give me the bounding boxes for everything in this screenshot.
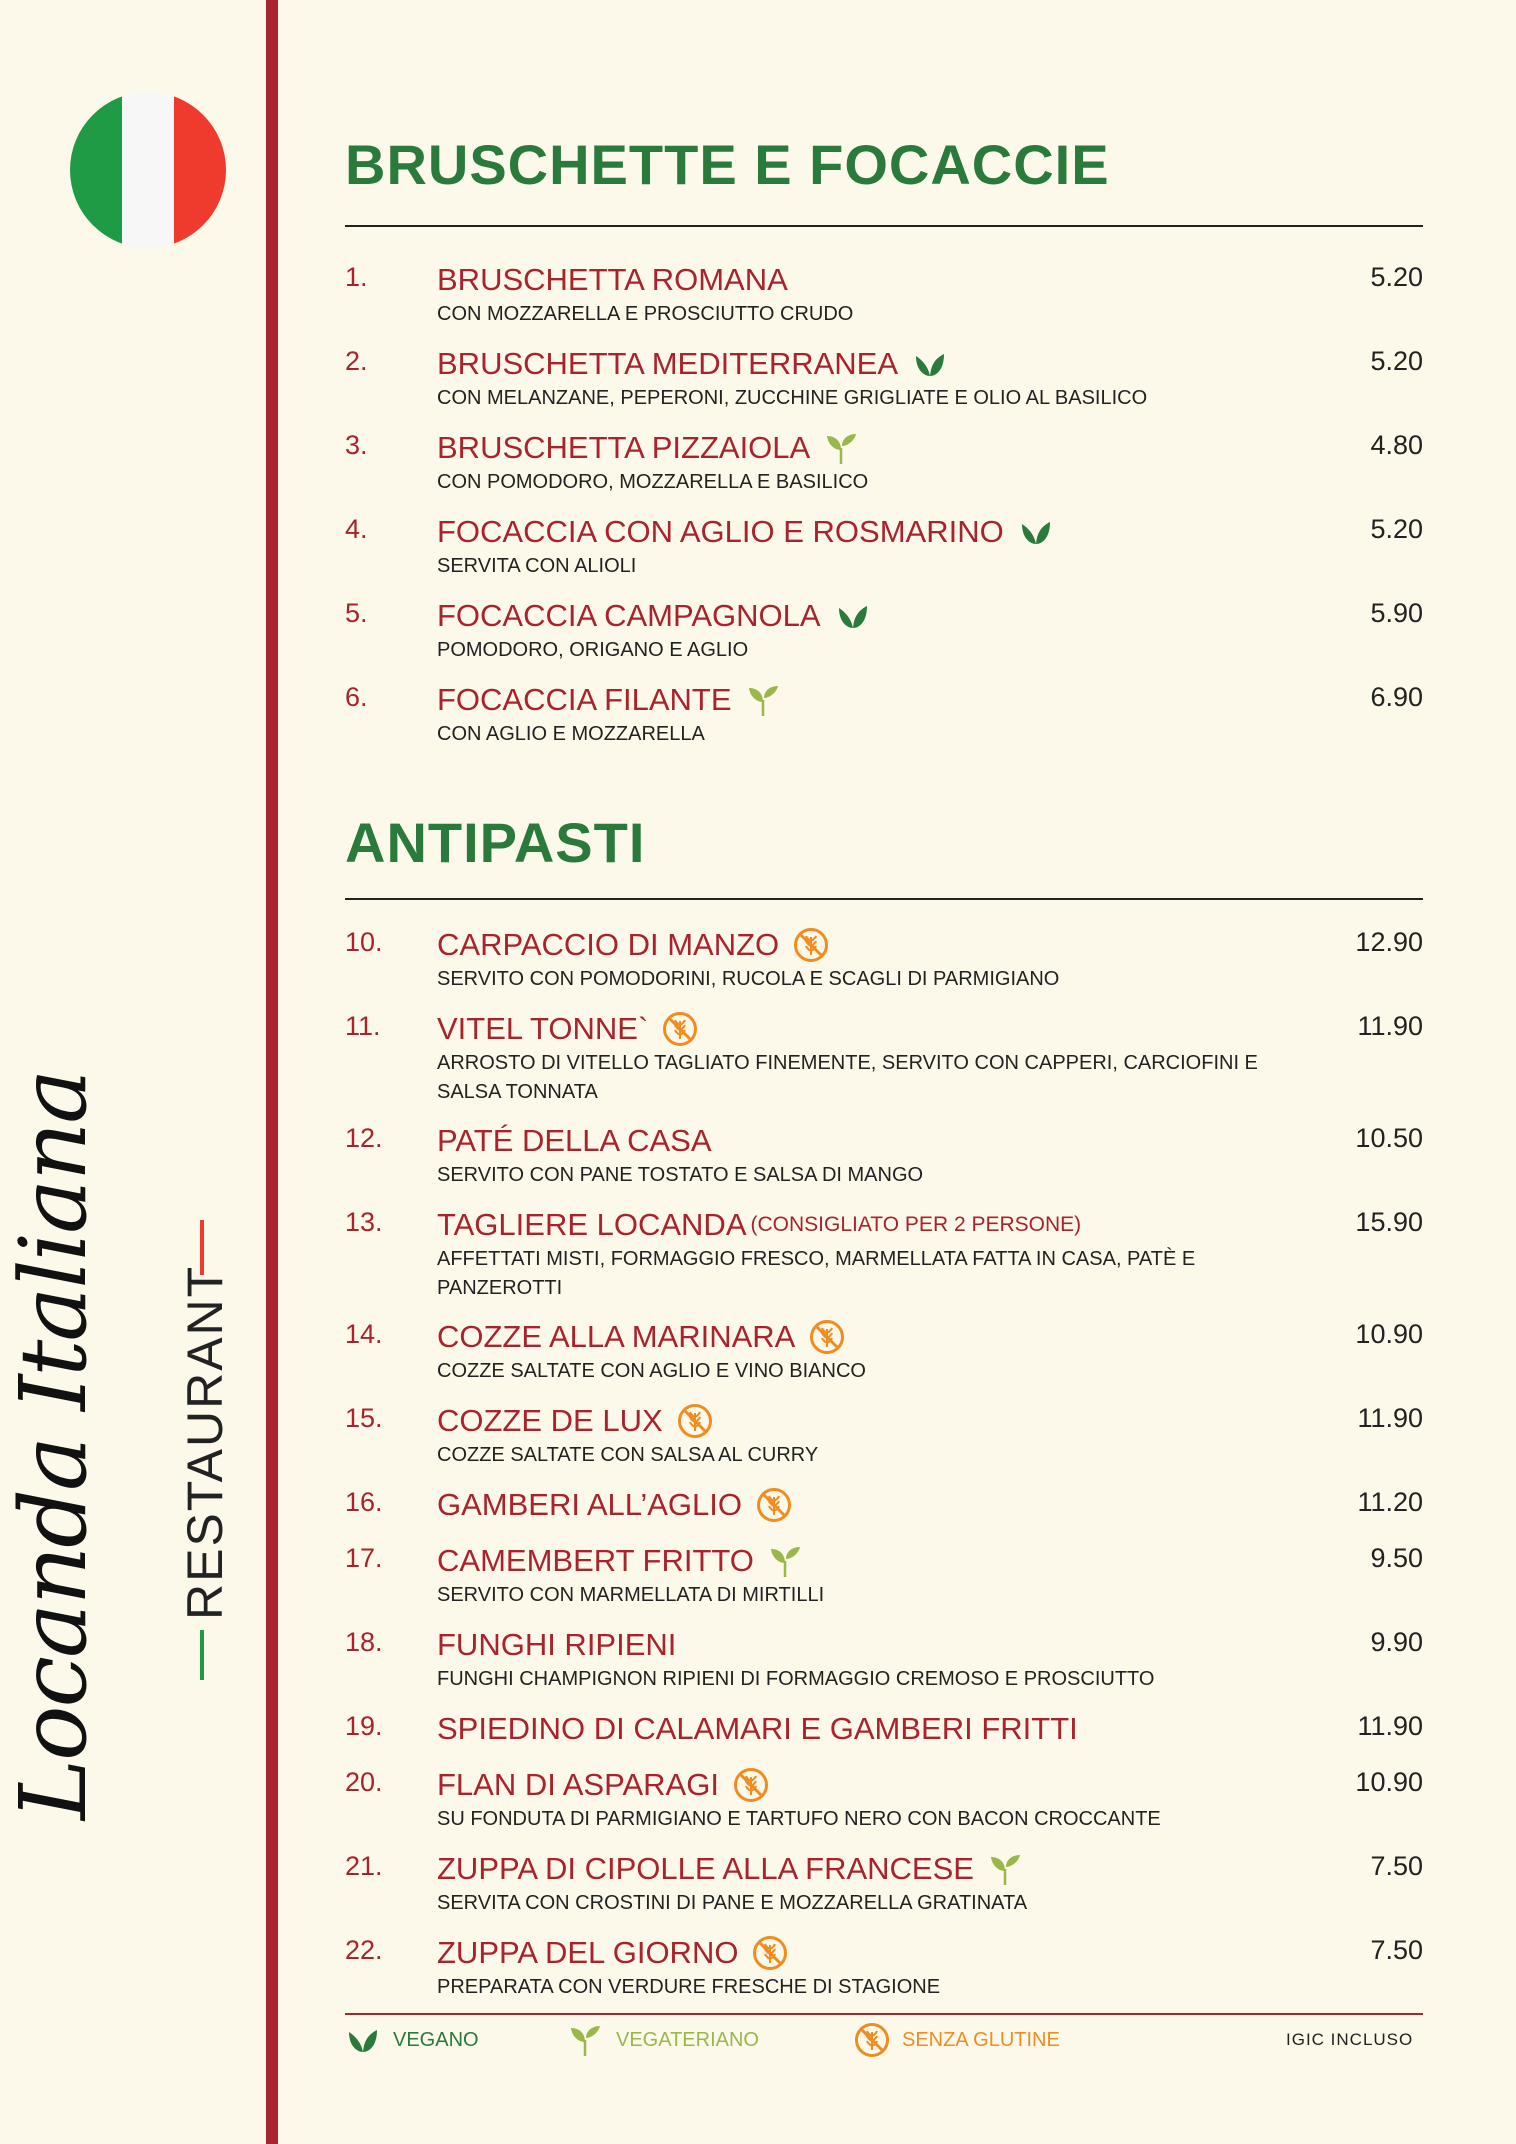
item-name-row	[437, 1711, 1078, 1747]
vegetarian-icon	[746, 682, 782, 718]
item-description: CON MOZZARELLA E PROSCIUTTO CRUDO	[437, 303, 854, 325]
item-number: 13.	[345, 1207, 383, 1237]
gluten-free-icon	[793, 927, 829, 963]
sidebar	[0, 0, 266, 2144]
item-name-row	[437, 1767, 769, 1803]
item-name: FUNGHI RIPIENI	[437, 1627, 677, 1662]
item-number: 17.	[345, 1543, 383, 1573]
item-name: BRUSCHETTA MEDITERRANEA	[437, 346, 899, 381]
item-name: FLAN DI ASPARAGI	[437, 1767, 719, 1802]
item-name: FOCACCIA CAMPAGNOLA	[437, 598, 821, 633]
item-price: 5.20	[1370, 262, 1423, 292]
item-description: CON POMODORO, MOZZARELLA E BASILICO	[437, 471, 869, 493]
item-name: ZUPPA DI CIPOLLE ALLA FRANCESE	[437, 1851, 974, 1886]
item-number: 11.	[345, 1011, 381, 1041]
item-number: 18.	[345, 1627, 383, 1657]
brand-script-name: Locanda Italiana	[0, 1070, 107, 1820]
gluten-free-icon	[752, 1935, 788, 1971]
item-price: 15.90	[1355, 1207, 1423, 1237]
item-name-row	[437, 262, 788, 298]
item-name: CARPACCIO DI MANZO	[437, 927, 780, 962]
legend-gluten-free	[854, 2022, 1060, 2058]
item-number: 10.	[345, 927, 383, 957]
item-price: 6.90	[1370, 682, 1423, 712]
item-description: POMODORO, ORIGANO E AGLIO	[437, 639, 749, 661]
item-number: 6.	[345, 682, 368, 712]
item-number: 3.	[345, 430, 368, 460]
item-name-row	[437, 1487, 792, 1523]
item-name-row	[437, 430, 860, 466]
vegan-icon	[835, 598, 871, 634]
item-description: SERVITA CON CROSTINI DI PANE E MOZZARELLA GRATINATA	[437, 1892, 1028, 1914]
vegetarian-icon	[768, 1543, 804, 1579]
item-price: 12.90	[1355, 927, 1423, 957]
item-name: PATÉ DELLA CASA	[437, 1123, 712, 1158]
item-name-row	[437, 598, 871, 634]
item-price: 10.90	[1355, 1319, 1423, 1349]
item-number: 14.	[345, 1319, 383, 1349]
item-description: COZZE SALTATE CON SALSA AL CURRY	[437, 1444, 819, 1466]
vegetarian-icon	[988, 1851, 1024, 1887]
item-name: COZZE ALLA MARINARA	[437, 1319, 796, 1354]
item-name-row	[437, 346, 948, 382]
gluten-free-icon	[756, 1487, 792, 1523]
brand-logo	[0, 1070, 280, 1820]
item-description: SERVITO CON PANE TOSTATO E SALSA DI MANGO	[437, 1164, 924, 1186]
legend-gluten-free-label: SENZA GLUTINE	[902, 2028, 1060, 2051]
item-description: SERVITO CON MARMELLATA DI MIRTILLI	[437, 1584, 825, 1606]
item-name: GAMBERI ALL’AGLIO	[437, 1487, 742, 1522]
item-name: TAGLIERE LOCANDA	[437, 1207, 747, 1242]
item-price: 7.50	[1370, 1935, 1423, 1965]
item-price: 7.50	[1370, 1851, 1423, 1881]
item-name-row	[437, 682, 782, 718]
item-price: 5.20	[1370, 346, 1423, 376]
item-name: BRUSCHETTA PIZZAIOLA	[437, 430, 811, 465]
item-name-row	[437, 1011, 698, 1047]
item-number: 5.	[345, 598, 368, 628]
item-price: 5.20	[1370, 514, 1423, 544]
gluten-free-icon	[677, 1403, 713, 1439]
item-name: FOCACCIA FILANTE	[437, 682, 732, 717]
item-name-row	[437, 1851, 1024, 1887]
section-title-antipasti: ANTIPASTI	[345, 811, 646, 874]
brand-line-green	[200, 1630, 204, 1680]
item-name: VITEL TONNE`	[437, 1011, 649, 1046]
item-number: 16.	[345, 1487, 383, 1517]
item-name: SPIEDINO DI CALAMARI E GAMBERI FRITTI	[437, 1711, 1078, 1746]
vegan-icon	[912, 346, 948, 382]
item-name-row	[437, 1543, 804, 1579]
vegan-icon	[1018, 514, 1054, 550]
item-name: COZZE DE LUX	[437, 1403, 663, 1438]
section-divider	[345, 898, 1423, 900]
item-price: 11.90	[1357, 1403, 1423, 1433]
item-price: 5.90	[1370, 598, 1423, 628]
item-number: 21.	[345, 1851, 383, 1881]
gluten-free-icon	[854, 2022, 890, 2058]
item-name: BRUSCHETTA ROMANA	[437, 262, 788, 297]
item-name-row	[437, 1403, 713, 1439]
item-price: 9.50	[1370, 1543, 1423, 1573]
legend-vegetarian-label: VEGATERIANO	[616, 2028, 759, 2051]
item-price: 9.90	[1370, 1627, 1423, 1657]
legend-vegan	[345, 2022, 479, 2058]
item-number: 2.	[345, 346, 368, 376]
gluten-free-icon	[662, 1011, 698, 1047]
italian-flag-icon	[70, 92, 226, 248]
item-name-row	[437, 1319, 845, 1355]
item-number: 19.	[345, 1711, 383, 1741]
section-divider	[345, 225, 1423, 227]
item-number: 22.	[345, 1935, 383, 1965]
item-price: 11.20	[1357, 1487, 1423, 1517]
tax-note: IGIC INCLUSO	[1286, 2030, 1414, 2049]
vegetarian-icon	[824, 430, 860, 466]
item-number: 15.	[345, 1403, 383, 1433]
item-name-row	[437, 1123, 712, 1159]
item-name-row	[437, 1207, 1081, 1243]
brand-subtitle: RESTAURANT	[177, 1264, 233, 1620]
item-price: 11.90	[1357, 1011, 1423, 1041]
item-number: 20.	[345, 1767, 383, 1797]
item-description: ARROSTO DI VITELLO TAGLIATO FINEMENTE, SERVITO CON CAPPERI, CARCIOFINI E SALSA TONNATA	[437, 1052, 1258, 1103]
gluten-free-icon	[733, 1767, 769, 1803]
item-description: PREPARATA CON VERDURE FRESCHE DI STAGIONE	[437, 1976, 941, 1998]
item-description: SERVITO CON POMODORINI, RUCOLA E SCAGLI DI PARMIGIANO	[437, 968, 1060, 990]
item-name-row	[437, 1935, 788, 1971]
gluten-free-icon	[809, 1319, 845, 1355]
item-description: COZZE SALTATE CON AGLIO E VINO BIANCO	[437, 1360, 866, 1382]
vegetarian-sprout-icon	[568, 2022, 604, 2058]
item-name-row	[437, 1627, 676, 1663]
item-price: 10.50	[1355, 1123, 1423, 1153]
item-name: FOCACCIA CON AGLIO E ROSMARINO	[437, 514, 1004, 549]
item-description: AFFETTATI MISTI, FORMAGGIO FRESCO, MARMELLATA FATTA IN CASA, PATÈ E PANZEROTTI	[437, 1248, 1196, 1299]
item-number: 12.	[345, 1123, 383, 1153]
item-price: 4.80	[1370, 430, 1423, 460]
item-name-row	[437, 514, 1054, 550]
legend-vegetarian	[568, 2022, 759, 2058]
item-note: (CONSIGLIATO PER 2 PERSONE)	[750, 1213, 1082, 1236]
item-description: SU FONDUTA DI PARMIGIANO E TARTUFO NERO CON BACON CROCCANTE	[437, 1808, 1161, 1830]
item-description: CON AGLIO E MOZZARELLA	[437, 723, 705, 745]
vertical-divider	[266, 0, 278, 2144]
footer-divider	[345, 2013, 1423, 2015]
item-name: CAMEMBERT FRITTO	[437, 1543, 754, 1578]
legend-vegan-label: VEGANO	[393, 2028, 479, 2051]
item-name: ZUPPA DEL GIORNO	[437, 1935, 739, 1970]
item-number: 4.	[345, 514, 368, 544]
item-price: 11.90	[1357, 1711, 1423, 1741]
item-number: 1.	[345, 262, 368, 292]
item-name-row	[437, 927, 829, 963]
item-description: CON MELANZANE, PEPERONI, ZUCCHINE GRIGLIATE E OLIO AL BASILICO	[437, 387, 1148, 409]
vegan-leaf-icon	[345, 2022, 381, 2058]
item-price: 10.90	[1355, 1767, 1423, 1797]
item-description: SERVITA CON ALIOLI	[437, 555, 637, 577]
section-title-bruschette: BRUSCHETTE E FOCACCIE	[345, 133, 1110, 196]
item-description: FUNGHI CHAMPIGNON RIPIENI DI FORMAGGIO CREMOSO E PROSCIUTTO	[437, 1668, 1155, 1690]
